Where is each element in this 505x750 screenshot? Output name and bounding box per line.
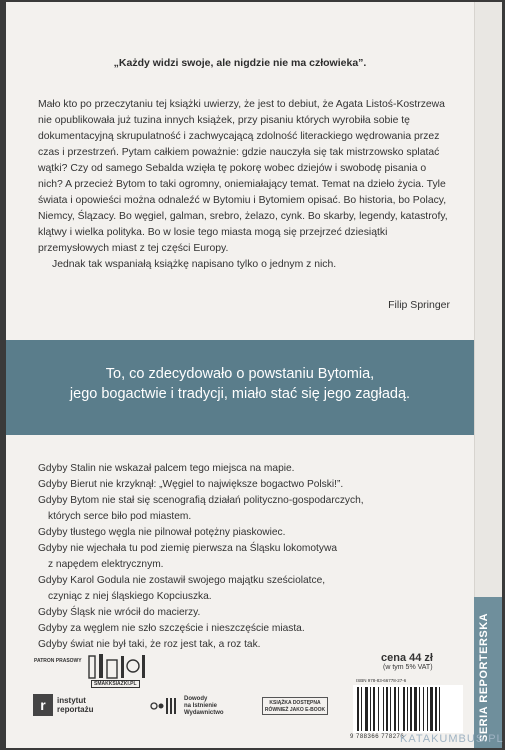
list-item: Gdyby tłustego węgla nie pilnował potężny piaskowiec. (38, 527, 286, 538)
dowody-logo: Dowody na Istnienie Wydawnictwo (184, 696, 224, 716)
gdyby-list (38, 461, 458, 653)
teaser-line-1: To, co zdecydowało o powstaniu Bytomia, (105, 366, 375, 382)
instytut-reportazu-icon: r (33, 694, 53, 716)
watermark: KATAKUMBUS.PL (400, 733, 504, 745)
price-label: cena 44 zł (381, 652, 433, 664)
list-item: Gdyby Karol Godula nie zostawił swojego majątku sześciolatce, (38, 575, 326, 586)
barcode-icon (353, 685, 463, 733)
list-item: Gdyby Śląsk nie wrócił do macierzy. (38, 607, 201, 618)
smakksiazki-logo: SMAKKSIAZKI.PL (91, 680, 140, 688)
isbn-text: ISBN 978-83-66778-27-6 (356, 678, 407, 683)
price-block (367, 652, 463, 671)
dowody-logo-icon (150, 696, 178, 716)
review-author: Filip Springer (388, 299, 450, 311)
list-item: Gdyby za węglem nie szło szczęście i nieszczęście miasta. (38, 623, 305, 634)
review-paragraph-1: Mało kto po przeczytaniu tej książki uwierzy, że jest to debiut, że Agata Listoś-Kostrzewa nie opublikowała już tuzina innych książek, przy pisaniu których wyrobiła sobie tę dokumentacyjną skrupulatność i zachwycającą zdolność literackiego wędrowania przez czas i przestrzeń. Pytam całkiem poważnie: gdzie nauczyła się tak mistrzowsko splatać wątki? Czy od samego Sebalda wzięła tę pokorę wobec dziejów i swobodę pisania o nich? A przecież Bytom to taki ogromny, oniemiałający temat. Temat na dzieło życia. Tyle świata i opowieści można odnaleźć w Bytomiu i Bytomiem opisać. Bo historia, bo Polacy, Niemcy, Ślązacy. Bo węgiel, galman, srebro, żelazo, cynk. Bo skarby, legendy, katastrofy, klątwy i wielka polityka. Bo w losie tego miasta mogą się przejrzeć dziesiątki przemysłowych miast z tej części Europy. (38, 99, 448, 254)
instytut-reportazu-logo: instytut reportażu (57, 696, 94, 714)
list-item: z napędem elektrycznym. (48, 559, 164, 570)
list-item: Gdyby Bierut nie krzyknął: „Węgiel to największe bogactwo Polski!”. (38, 479, 344, 490)
ebook-badge: KSIĄŻKA DOSTĘPNA RÓWNIEŻ JAKO E-BOOK (262, 697, 328, 715)
list-item: Gdyby świat nie był taki, że roz jest tak, a roz tak. (38, 639, 261, 650)
list-item: Gdyby Bytom nie stał się scenografią działań polityczno-gospodarczych, (38, 495, 364, 506)
review-paragraph-2: Jednak tak wspaniałą książkę napisano tylko o jednym z nich. (52, 259, 337, 270)
list-item: Gdyby Stalin nie wskazał palcem tego miejsca na mapie. (38, 463, 295, 474)
list-item: czyniąc z niej śląskiego Kopciuszka. (48, 591, 212, 602)
list-item: Gdyby nie wjechała tu pod ziemię pierwsza na Śląsku lokomotywa (38, 543, 337, 554)
price-vat: (w tym 5% VAT) (383, 664, 433, 671)
review-text (38, 97, 448, 273)
list-item: których serce biło pod miastem. (48, 511, 192, 522)
teaser-text (6, 364, 474, 404)
cover-quote: „Każdy widzi swoje, ale nigdzie nie ma człowieka”. (113, 57, 367, 69)
book-back-cover (6, 2, 502, 748)
barcode-number: 9 788366 778276 (350, 734, 405, 740)
series-label: SERIA REPORTERSKA (478, 612, 490, 742)
teaser-line-2: jego bogactwie i tradycji, miało stać się jego zagładą. (69, 386, 411, 402)
patron-label: PATRON PRASOWY (34, 658, 82, 664)
